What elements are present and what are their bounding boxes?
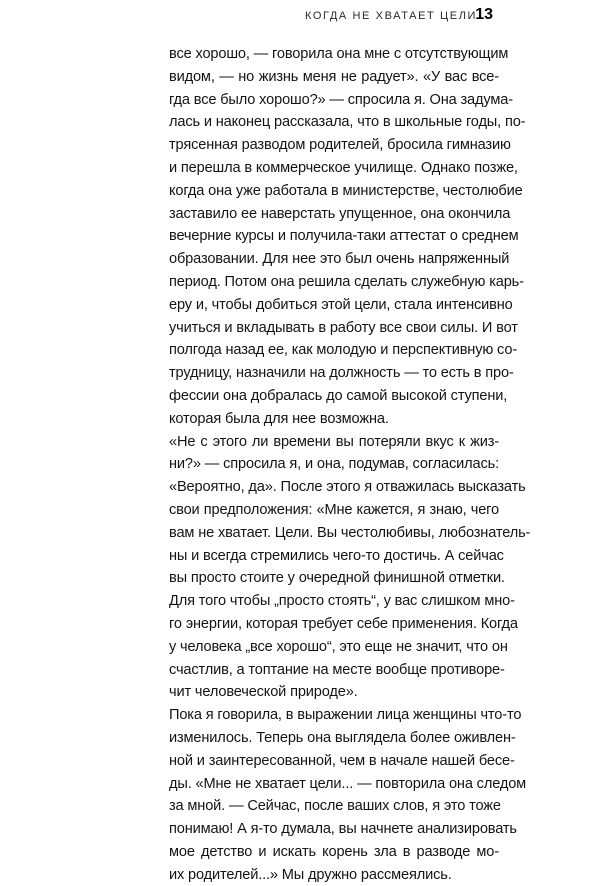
text-line: ни?» — спросила я, и она, подумав, согласилась: (169, 456, 499, 473)
text-line: их родителей...» Мы дружно рассмеялись. (169, 866, 452, 883)
paragraph (169, 704, 527, 886)
text-line: все хорошо, — говорила она мне с отсутствующим (169, 46, 509, 62)
text-line: «Вероятно, да». После этого я отважилась высказать (169, 479, 526, 496)
text-line: вам не хватает. Цели. Вы честолюбивы, любознатель- (169, 524, 531, 541)
text-line: еру и, чтобы добиться этой цели, стала интенсивно (169, 296, 513, 313)
text-line: чит человеческой природе». (169, 684, 358, 701)
text-line: период. Потом она решила сделать служебную карь- (169, 273, 524, 290)
text-line: вы просто стоите у очередной финишной отметки. (169, 570, 505, 587)
text-line: счастлив, а топтание на месте вообще противоре- (169, 661, 505, 678)
text-line: мое детство и искать корень зла в разводе мо- (169, 843, 499, 860)
text-line: трясенная разводом родителей, бросила гимназию (169, 137, 511, 154)
text-line: когда она уже работала в министерстве, честолюбие (169, 182, 523, 199)
text-line: ны и всегда стремились чего-то достичь. А сейчас (169, 547, 504, 564)
text-line: «Не с этого ли времени вы потеряли вкус к жиз- (169, 433, 499, 450)
text-line: трудницу, назначили на должность — то есть в про- (169, 365, 514, 382)
text-line: полгода назад ее, как молодую и перспективную со- (169, 342, 518, 359)
text-line: Пока я говорила, в выражении лица женщины что-то (169, 707, 522, 724)
text-line: Для того чтобы „просто стоять“, у вас слишком мно- (169, 593, 515, 610)
text-line: образовании. Для нее это был очень напряженный (169, 251, 510, 268)
text-line: заставило ее наверстать упущенное, она окончила (169, 205, 511, 222)
text-line: ной и заинтересованной, чем в начале нашей бесе- (169, 752, 515, 769)
text-line: лась и наконец рассказала, что в школьные годы, по- (169, 114, 526, 131)
text-line: которая была для нее возможна. (169, 410, 389, 427)
text-line: фессии она добралась до самой высокой ступени, (169, 387, 508, 404)
text-line: у человека „все хорошо“, это еще не значит, что он (169, 638, 508, 655)
text-line: видом, — но жизнь меня не радует». «У вас все- (169, 68, 499, 85)
text-line: понимаю! А я-то думала, вы начнете анализировать (169, 821, 517, 838)
text-line: ды. «Мне не хватает цели... — повторила она следом (169, 775, 527, 792)
text-line: свои предположения: «Мне кажется, я знаю, чего (169, 501, 499, 518)
paragraph (169, 431, 531, 705)
text-line: вечерние курсы и получила-таки аттестат о среднем (169, 228, 519, 245)
text-line: учиться и вкладывать в работу все свои силы. И вот (169, 319, 518, 336)
running-head-title: КОГДА НЕ ХВАТАЕТ ЦЕЛИ (305, 10, 478, 22)
body-text (169, 43, 531, 886)
text-line: гда все было хорошо?» — спросила я. Она задума- (169, 91, 513, 108)
text-line: за мной. — Сейчас, после ваших слов, я это тоже (169, 798, 501, 815)
page-number: 13 (475, 6, 493, 23)
text-line: и перешла в коммерческое училище. Однако позже, (169, 159, 518, 176)
paragraph (169, 43, 526, 431)
text-line: изменилось. Теперь она выглядела более оживлен- (169, 729, 516, 746)
text-line: го энергии, которая требует себе применения. Когда (169, 615, 518, 632)
